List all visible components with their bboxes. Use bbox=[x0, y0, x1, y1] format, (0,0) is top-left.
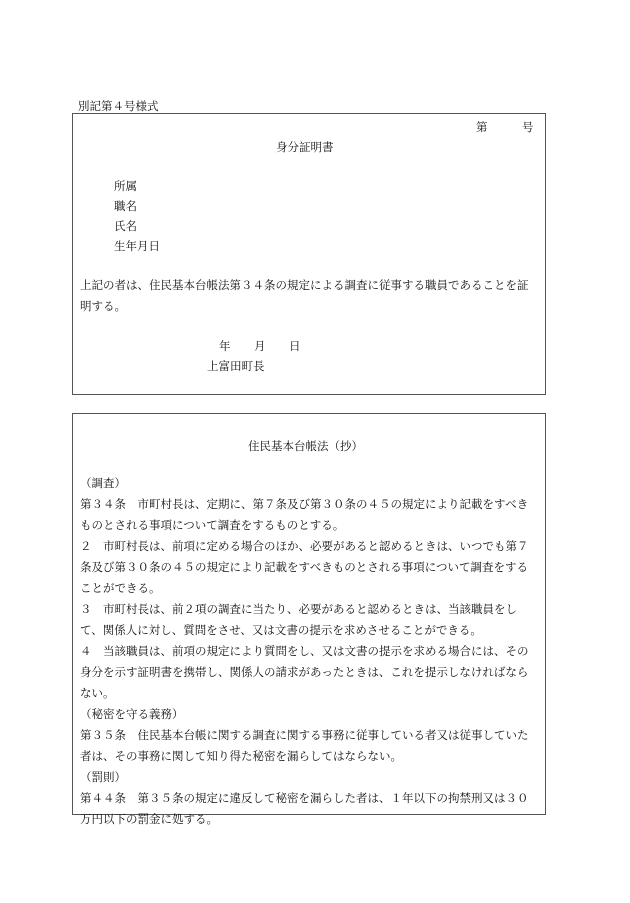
field-job-title: 職名 bbox=[114, 199, 137, 213]
article-34-4: ４ 当該職員は、前項の規定により質問をし、又は文書の提示を求める場合には、その身分を示す証明書を携帯し、関係人の請求があったときは、これを提示しなければならない。 bbox=[80, 644, 529, 700]
issuer: 上富田町長 bbox=[207, 359, 265, 373]
number-dai: 第 bbox=[476, 120, 488, 134]
article-34-1: 第３４条 市町村長は、定期に、第７条及び第３０条の４５の規定により記載をすべきものとされる事項について調査をするものとする。 bbox=[80, 497, 529, 532]
field-affiliation: 所属 bbox=[114, 179, 137, 193]
form-label: 別記第４号様式 bbox=[78, 99, 159, 113]
heading-penalty: （罰則） bbox=[80, 770, 126, 784]
article-34-2: ２ 市町村長は、前項に定める場合のほか、必要があると認めるときは、いつでも第７条及び第３０条の４５の規定により記載をすべきものとされる事項について調査をすることができる。 bbox=[80, 539, 529, 595]
heading-investigation: （調査） bbox=[80, 476, 126, 490]
article-35: 第３５条 住民基本台帳に関する調査に関する事務に従事している者又は従事していた者は、その事務に関して知り得た秘密を漏らしてはならない。 bbox=[80, 728, 529, 763]
date-day: 日 bbox=[289, 339, 301, 353]
field-name: 氏名 bbox=[114, 219, 137, 233]
date-year: 年 bbox=[219, 339, 231, 353]
field-birthdate: 生年月日 bbox=[114, 239, 160, 253]
number-go: 号 bbox=[522, 120, 534, 134]
heading-confidentiality: （秘密を守る義務） bbox=[80, 707, 184, 721]
law-excerpt bbox=[72, 413, 546, 826]
id-card-form bbox=[72, 113, 546, 395]
article-44: 第４４条 第３５条の規定に違反して秘密を漏らした者は、１年以下の拘禁刑又は３０万円以下の罰金に処する。 bbox=[80, 791, 529, 826]
law-title: 住民基本台帳法（抄） bbox=[248, 439, 363, 453]
article-34-3: ３ 市町村長は、前２項の調査に当たり、必要があると認めるときは、当該職員をして、関係人に対し、質問をさせ、又は文書の提示を求めさせることができる。 bbox=[80, 602, 517, 637]
card-title: 身分証明書 bbox=[276, 140, 334, 154]
date-month: 月 bbox=[254, 339, 266, 353]
certification-statement: 上記の者は、住民基本台帳法第３４条の規定による調査に従事する職員であることを証明する。 bbox=[80, 278, 529, 313]
